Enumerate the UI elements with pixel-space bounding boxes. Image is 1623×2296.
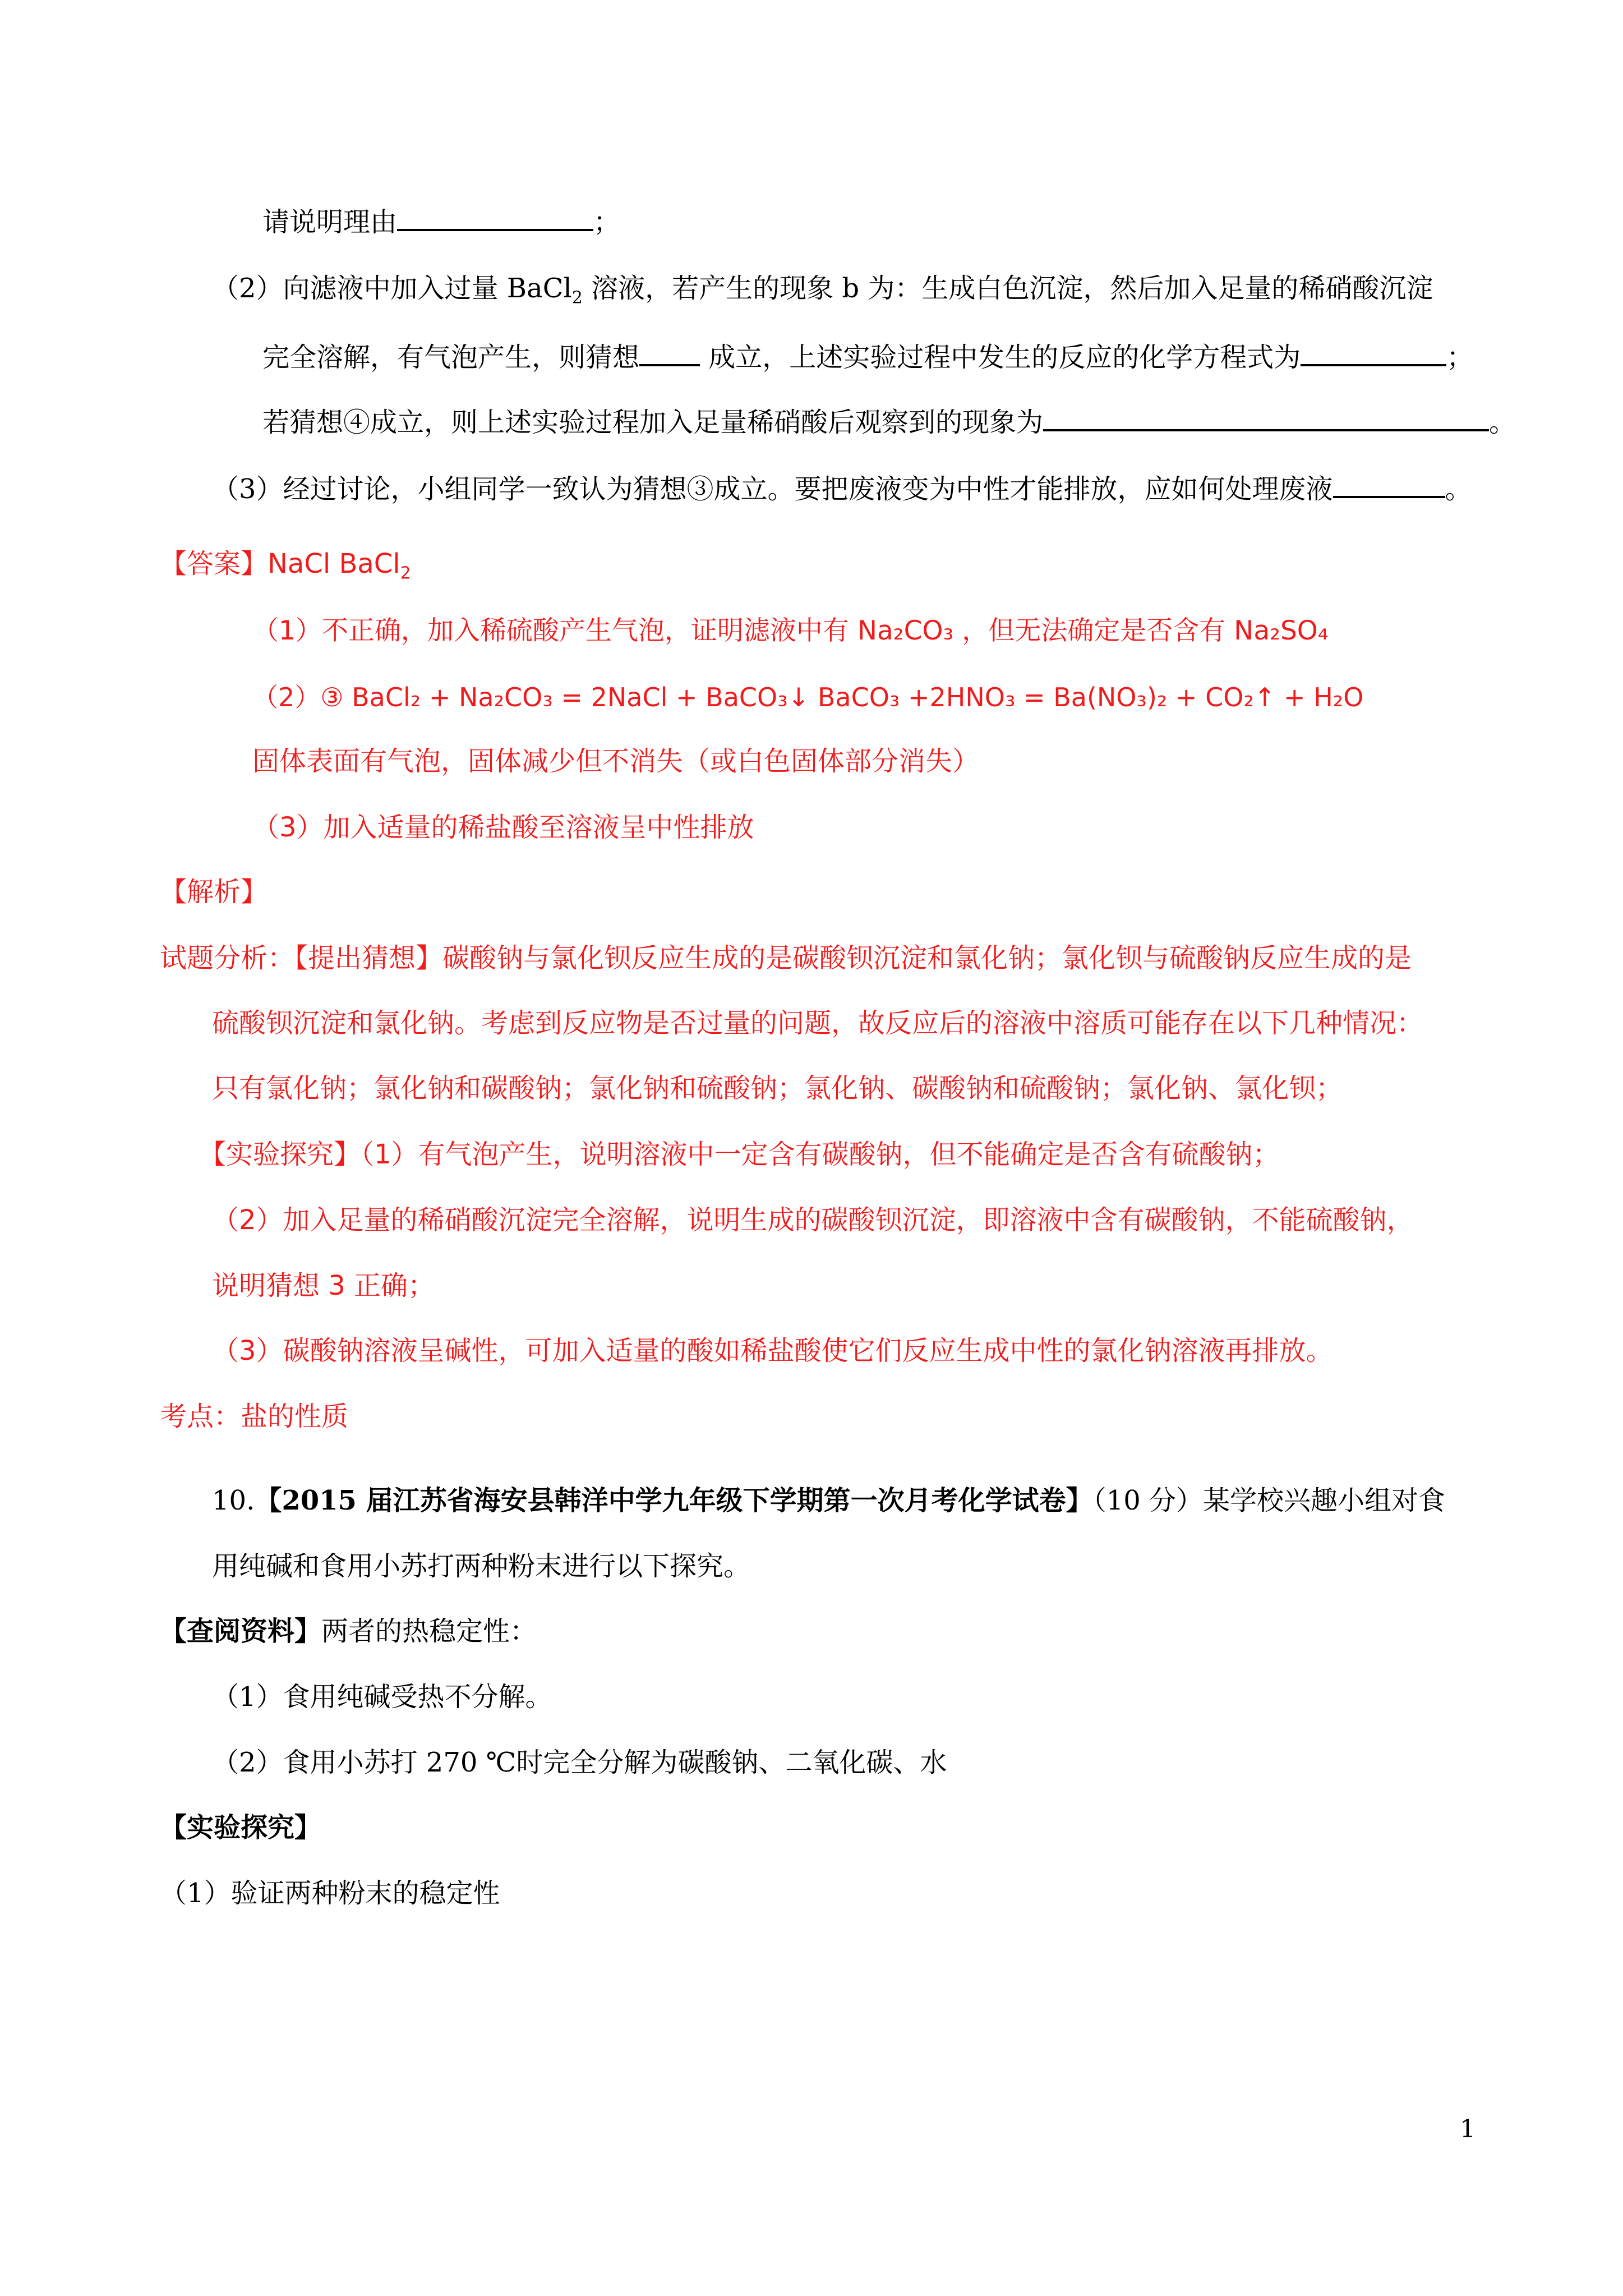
answer-blank bbox=[397, 204, 593, 231]
q10-exp-item: （1）验证两种粉末的稳定性 bbox=[160, 1878, 500, 1909]
kaodian: 考点：盐的性质 bbox=[160, 1401, 349, 1432]
q10-ref-item: （2）食用小苏打 270 ℃时完全分解为碳酸钠、二氧化碳、水 bbox=[212, 1747, 947, 1778]
q10-exp-label: 【实验探究】 bbox=[160, 1812, 322, 1843]
analysis-line: （3）碳酸钠溶液呈碱性，可加入适量的酸如稀盐酸使它们反应生成中性的氯化钠溶液再排放。 bbox=[212, 1335, 1333, 1366]
part2-line2: 完全溶解，有气泡产生，则猜想 成立，上述实验过程中发生的反应的化学方程式为 ； bbox=[262, 339, 1473, 374]
analysis-line: 只有氯化钠；氯化钠和碳酸钠；氯化钠和硫酸钠；氯化钠、碳酸钠和硫酸钠；氯化钠、氯化钡； bbox=[212, 1073, 1343, 1104]
analysis-line: 试题分析：【提出猜想】碳酸钠与氯化钡反应生成的是碳酸钡沉淀和氯化钠；氯化钡与硫酸钠反应生成的是 bbox=[160, 942, 1412, 974]
answer-blank bbox=[639, 339, 700, 366]
answer-part2-observation: 固体表面有气泡，固体减少但不消失（或白色固体部分消失） bbox=[252, 746, 980, 777]
answer-blank bbox=[1333, 471, 1445, 498]
q10-line2: 用纯碱和食用小苏打两种粉末进行以下探究。 bbox=[212, 1550, 751, 1582]
q10-source: 【2015 届江苏省海安县韩洋中学九年级下学期第一次月考化学试卷】 bbox=[255, 1485, 1093, 1516]
analysis-label: 【解析】 bbox=[160, 876, 268, 908]
answer-part2: （2）③ BaCl₂ + Na₂CO₃ = 2NaCl + BaCO₃↓ BaCO₃ +2HNO₃ = Ba(NO₃)₂ + CO₂↑ + H₂O bbox=[252, 682, 1364, 712]
q10-number: 10. bbox=[212, 1485, 255, 1516]
answer-blank bbox=[1043, 404, 1489, 431]
analysis-line: （2）加入足量的稀硝酸沉淀完全溶解，说明生成的碳酸钡沉淀，即溶液中含有碳酸钠，不能硫酸钠， bbox=[212, 1204, 1414, 1236]
answer-part3: （3）加入适量的稀盐酸至溶液呈中性排放 bbox=[252, 812, 754, 843]
part3-line: （3）经过讨论，小组同学一致认为猜想③成立。要把废液变为中性才能排放，应如何处理废液 。 bbox=[212, 471, 1472, 506]
analysis-line: 【实验探究】（1）有气泡产生，说明溶液中一定含有碳酸钠，但不能确定是否含有硫酸钠； bbox=[199, 1139, 1280, 1170]
q10-ref-label: 【查阅资料】 bbox=[160, 1616, 322, 1647]
q10-ref-line: 【查阅资料】两者的热稳定性： bbox=[160, 1616, 537, 1647]
q10-line1: 10.【2015 届江苏省海安县韩洋中学九年级下学期第一次月考化学试卷】（10 分）某学校兴趣小组对食 bbox=[212, 1485, 1445, 1516]
analysis-line: 硫酸钡沉淀和氯化钠。考虑到反应物是否过量的问题，故反应后的溶液中溶质可能存在以下几种情况： bbox=[212, 1007, 1424, 1039]
answer-label: 【答案】 bbox=[160, 548, 268, 579]
answer-heading: 【答案】NaCl BaCl$_2$ bbox=[160, 548, 411, 583]
part2-line1: （2）向滤液中加入过量 BaCl$_2$ 溶液，若产生的现象 b 为：生成白色沉淀，然后加入足量的稀硝酸沉淀 bbox=[212, 273, 1433, 308]
answer-part1: （1）不正确，加入稀硫酸产生气泡，证明滤液中有 Na₂CO₃ ，但无法确定是否含有 Na₂SO₄ bbox=[252, 615, 1329, 646]
q10-ref-item: （1）食用纯碱受热不分解。 bbox=[212, 1681, 552, 1713]
answer-blank bbox=[1301, 339, 1446, 366]
reason-line: 请说明理由 ； bbox=[262, 204, 620, 239]
part2-line3: 若猜想④成立，则上述实验过程加入足量稀硝酸后观察到的现象为 。 bbox=[262, 404, 1516, 439]
page-number: 1 bbox=[1460, 2115, 1476, 2143]
analysis-line: 说明猜想 3 正确； bbox=[212, 1270, 435, 1301]
reason-prompt: 请说明理由 bbox=[262, 206, 398, 238]
